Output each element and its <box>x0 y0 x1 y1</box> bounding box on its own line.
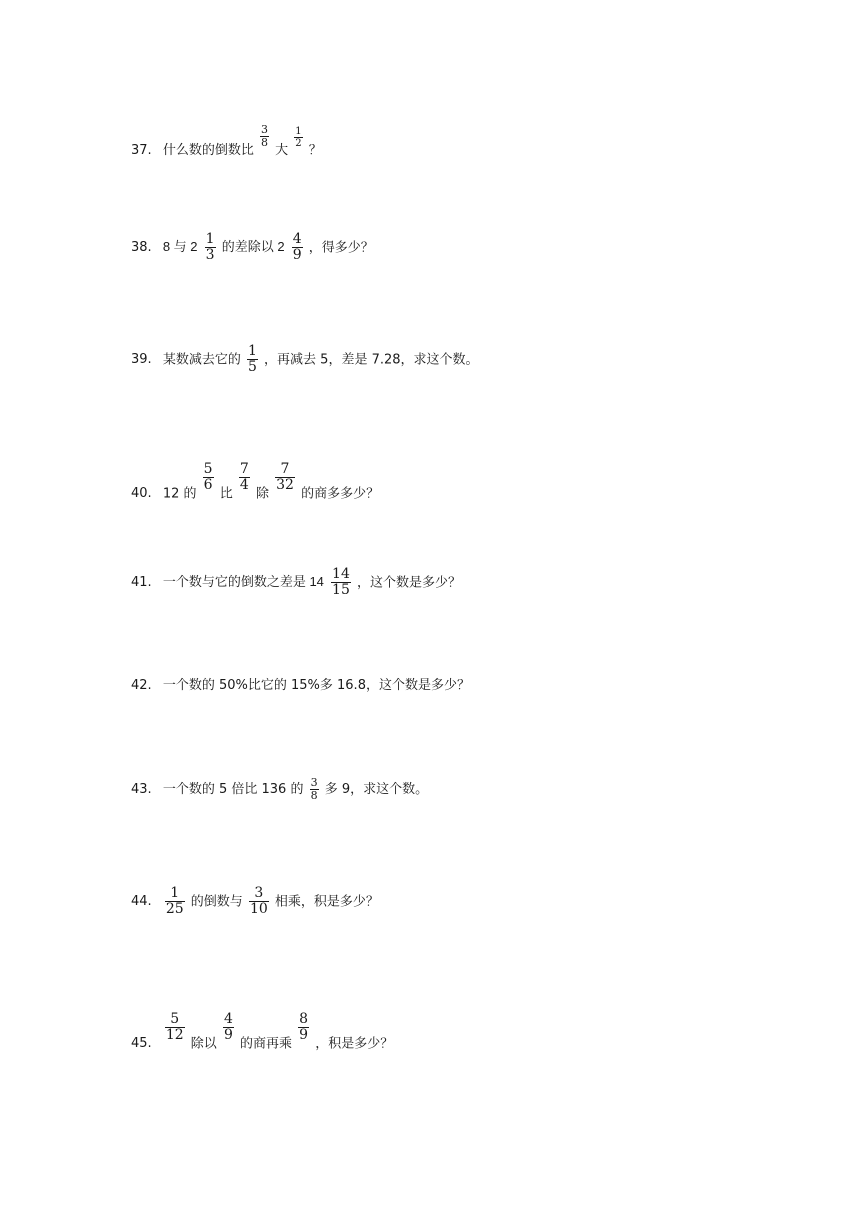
numerator: 7 <box>275 462 295 478</box>
fraction <box>310 777 319 802</box>
fraction <box>331 567 351 599</box>
numerator: 5 <box>203 461 213 477</box>
question-text: 大 <box>275 143 289 159</box>
question-45 <box>131 1012 393 1050</box>
denominator: 8 <box>260 136 268 150</box>
numerator: 4 <box>292 231 302 247</box>
question-text: 一个数的 5 倍比 136 的 <box>162 782 304 798</box>
denominator: 25 <box>165 901 184 918</box>
denominator: 6 <box>203 477 213 494</box>
question-number: 43. <box>131 782 152 798</box>
question-43 <box>131 777 428 802</box>
question-41 <box>131 567 461 599</box>
numerator: 3 <box>260 123 268 136</box>
question-text: 的差除以 2 <box>221 239 285 255</box>
fraction <box>203 462 214 494</box>
numerator: 3 <box>249 886 269 902</box>
numerator: 3 <box>310 776 318 789</box>
fraction <box>247 344 258 376</box>
question-text: 某数减去它的 <box>162 352 241 368</box>
question-text: 什么数的倒数比 <box>162 143 254 159</box>
denominator: 9 <box>292 247 302 264</box>
denominator: 2 <box>295 138 302 150</box>
fraction <box>260 124 269 149</box>
fraction <box>249 886 269 918</box>
question-42 <box>131 679 470 692</box>
numerator: 14 <box>332 566 350 582</box>
question-38 <box>131 232 374 264</box>
denominator: 12 <box>165 1027 184 1044</box>
numerator: 1 <box>165 886 185 902</box>
question-text: 的商多多少？ <box>301 486 380 502</box>
question-44 <box>131 886 379 918</box>
question-number: 37. <box>131 143 152 159</box>
numerator: 5 <box>165 1012 185 1028</box>
question-text: 多 9，求这个数。 <box>324 782 429 798</box>
question-text: 的商再乘 <box>240 1036 293 1052</box>
question-number: 41. <box>131 575 152 591</box>
question-text: 比 <box>219 486 233 502</box>
question-text: 一个数与它的倒数之差是 14 <box>162 574 324 590</box>
question-text: 一个数的 50%比它的 15%多 16.8，这个数是多少？ <box>162 678 470 693</box>
fraction <box>165 1012 185 1044</box>
numerator: 1 <box>205 231 215 247</box>
question-number: 44. <box>131 894 152 910</box>
question-text: ？ <box>308 143 322 159</box>
question-text: ，得多少？ <box>308 240 374 256</box>
question-number: 40. <box>131 486 152 502</box>
question-39 <box>131 344 479 376</box>
question-text: 除以 <box>190 1036 217 1052</box>
numerator: 1 <box>247 343 257 359</box>
question-number: 39. <box>131 352 152 368</box>
numerator: 7 <box>239 461 249 477</box>
fraction <box>223 1012 234 1044</box>
denominator: 5 <box>247 359 257 376</box>
question-text: 8 与 2 <box>162 239 198 255</box>
numerator: 8 <box>299 1011 309 1027</box>
fraction <box>239 462 250 494</box>
question-37 <box>131 124 322 157</box>
fraction <box>275 462 295 494</box>
question-text: ，这个数是多少？ <box>357 575 462 591</box>
denominator: 15 <box>332 582 350 599</box>
question-text: 的倒数与 <box>190 894 243 910</box>
fraction <box>294 126 302 149</box>
question-number: 42. <box>131 678 152 693</box>
numerator: 4 <box>223 1011 233 1027</box>
fraction <box>165 886 185 918</box>
fraction <box>298 1012 309 1044</box>
fraction <box>205 232 216 264</box>
denominator: 4 <box>239 477 249 494</box>
question-text: 相乘，积是多少？ <box>274 894 379 910</box>
question-40 <box>131 462 379 500</box>
question-text: 12 的 <box>162 486 197 502</box>
denominator: 9 <box>223 1027 233 1044</box>
question-text: ，再减去 5，差是 7.28，求这个数。 <box>264 352 479 368</box>
numerator: 1 <box>295 126 302 138</box>
denominator: 10 <box>249 901 268 918</box>
denominator: 8 <box>310 789 318 803</box>
fraction <box>292 232 303 264</box>
question-text: ，积是多少？ <box>315 1036 394 1052</box>
denominator: 3 <box>205 247 215 264</box>
denominator: 9 <box>299 1027 309 1044</box>
question-number: 38. <box>131 240 152 256</box>
question-text: 除 <box>255 486 269 502</box>
question-number: 45. <box>131 1036 152 1052</box>
denominator: 32 <box>276 477 294 494</box>
